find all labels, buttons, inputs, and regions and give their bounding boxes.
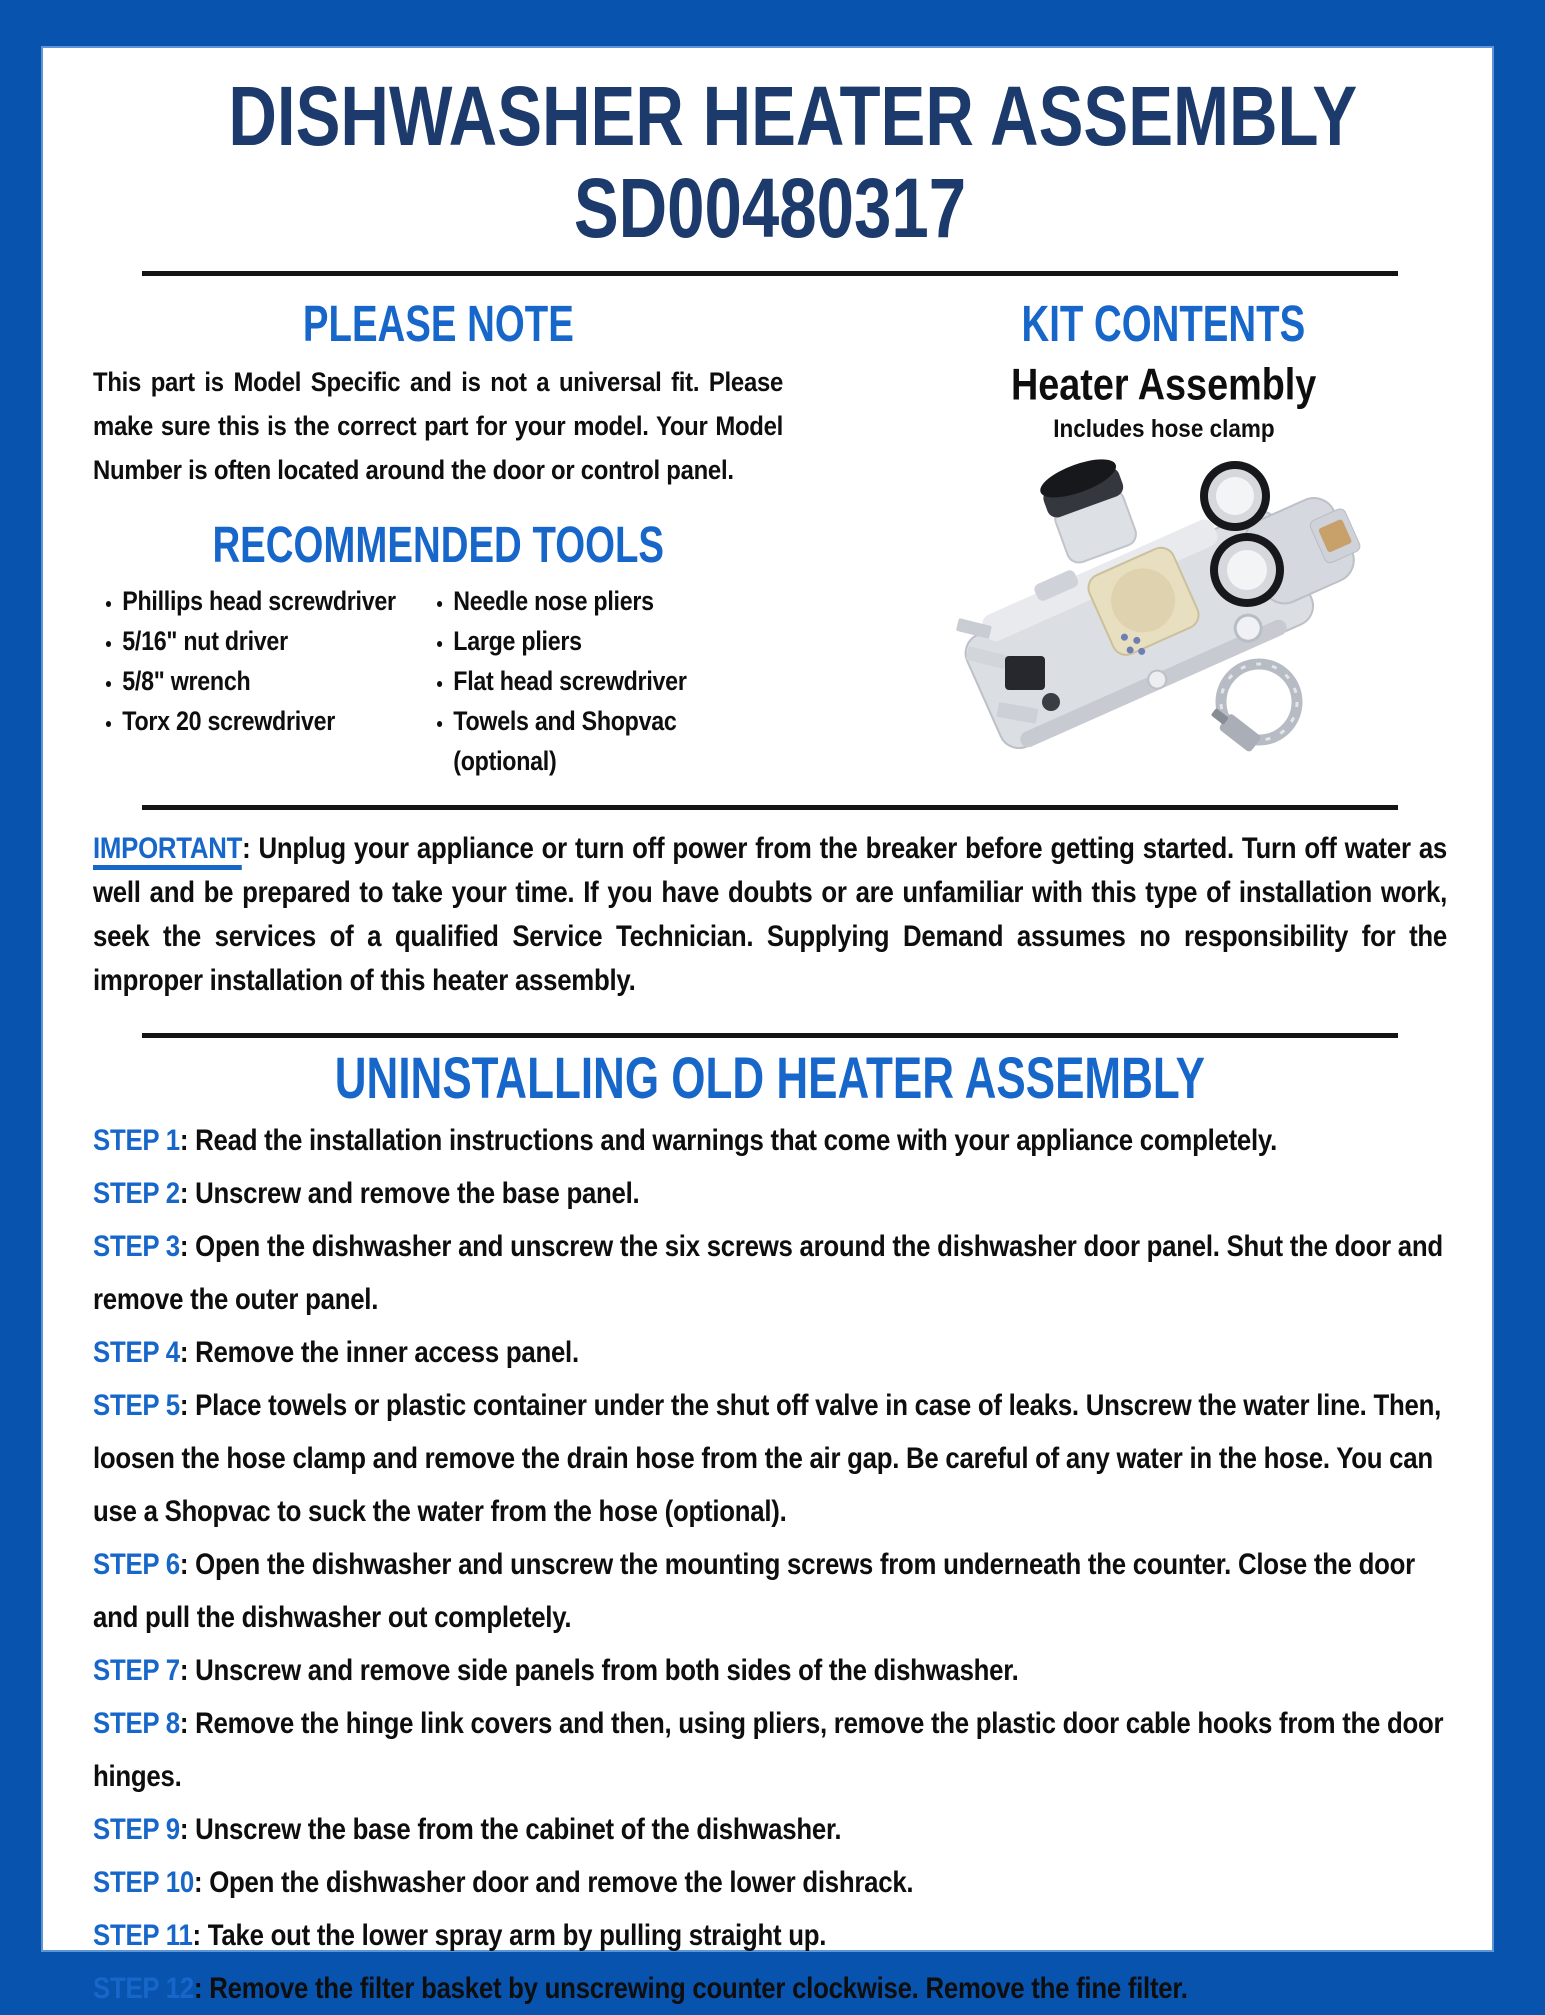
tool-item: • Large pliers xyxy=(453,621,783,661)
step-label: STEP 3 xyxy=(93,1230,180,1263)
tool-item: • Needle nose pliers xyxy=(453,581,783,621)
step-label: STEP 4 xyxy=(93,1336,180,1369)
document-page xyxy=(43,48,1492,2005)
please-note-column xyxy=(93,298,783,781)
step-text: : Unscrew and remove the base panel. xyxy=(179,1177,640,1210)
step-text: : Remove the hinge link covers and then, using pliers, remove the plastic door cable hooks from the door hinges. xyxy=(93,1707,1444,1793)
hose-clamp xyxy=(1207,664,1297,753)
divider-above-important xyxy=(142,805,1398,810)
step-item xyxy=(93,1803,1447,1856)
tool-item: • Phillips head screwdriver xyxy=(122,581,419,621)
please-note-paragraph: This part is Model Specific and is not a universal fit. Please make sure this is the correct part for your model. Your Model Number is often located around the door or control panel. xyxy=(93,367,784,485)
page-title xyxy=(93,70,1447,254)
step-text: : Remove the filter basket by unscrewing counter clockwise. Remove the fine filter. xyxy=(193,1972,1188,2005)
tool-item: • Flat head screwdriver xyxy=(453,661,783,701)
important-paragraph xyxy=(93,827,1447,1003)
step-item xyxy=(93,1379,1447,1538)
step-label: STEP 6 xyxy=(93,1548,180,1581)
step-label: STEP 9 xyxy=(93,1813,180,1846)
title-line-1: DISHWASHER HEATER ASSEMBLY xyxy=(228,69,1358,163)
step-label: STEP 1 xyxy=(93,1124,180,1157)
top-cap xyxy=(1035,452,1142,568)
step-item xyxy=(93,1326,1447,1379)
step-item xyxy=(93,1220,1447,1326)
two-column-section xyxy=(93,298,1447,781)
step-label: STEP 12 xyxy=(93,1972,194,2005)
tools-list-right xyxy=(419,581,783,781)
title-line-2: SD00480317 xyxy=(573,161,967,255)
step-item xyxy=(93,1538,1447,1644)
kit-note: Includes hose clamp xyxy=(1052,415,1275,443)
step-text: : Remove the inner access panel. xyxy=(179,1336,579,1369)
kit-subheading: Heater Assembly xyxy=(1010,359,1317,410)
step-label: STEP 7 xyxy=(93,1654,180,1687)
step-label: STEP 10 xyxy=(93,1866,194,1899)
tool-item: • 5/16" nut driver xyxy=(122,621,419,661)
model-specific-bold: Model Specific xyxy=(233,367,401,397)
step-item xyxy=(93,1644,1447,1697)
step-label: STEP 11 xyxy=(93,1919,193,1952)
step-label: STEP 5 xyxy=(93,1389,180,1422)
step-text: : Take out the lower spray arm by pulling straight up. xyxy=(192,1919,827,1952)
please-note-heading: PLEASE NOTE xyxy=(302,296,574,353)
step-item xyxy=(93,1909,1447,1962)
step-text: : Open the dishwasher door and remove the lower dishrack. xyxy=(193,1866,914,1899)
recommended-tools-heading: RECOMMENDED TOOLS xyxy=(212,517,664,574)
step-text: : Open the dishwasher and unscrew the mounting screws from underneath the counter. Close the door and pull the dishwasher out completely. xyxy=(93,1548,1415,1634)
uninstall-steps xyxy=(93,1114,1447,2015)
step-label: STEP 8 xyxy=(93,1707,180,1740)
step-text: : Unscrew the base from the cabinet of the dishwasher. xyxy=(179,1813,842,1846)
divider-below-important xyxy=(142,1033,1398,1038)
tool-item: • Towels and Shopvac (optional) xyxy=(453,701,783,781)
kit-contents-column xyxy=(880,298,1447,757)
tool-item: • 5/8" wrench xyxy=(122,661,419,701)
step-text: : Read the installation instructions and warnings that come with your appliance completely. xyxy=(179,1124,1278,1157)
step-item xyxy=(93,1114,1447,1167)
important-label: IMPORTANT xyxy=(93,832,242,870)
tools-lists xyxy=(93,581,783,781)
step-item xyxy=(93,1697,1447,1803)
step-item xyxy=(93,1856,1447,1909)
kit-contents-heading: KIT CONTENTS xyxy=(1021,296,1306,353)
step-item xyxy=(93,1167,1447,1220)
important-text: : Unplug your appliance or turn off power from the breaker before getting started. Turn off water as well and be prepared to take your time. If you have doubts or are unfamiliar with this type of installation work, seek the services of a qualified Service Technician. Supplying Demand assumes no responsibility for the improper installation of this heater assembly. xyxy=(93,832,1448,997)
tool-item: • Torx 20 screwdriver xyxy=(122,701,419,741)
not-bold: not xyxy=(490,367,527,397)
uninstall-heading: UNINSTALLING OLD HEATER ASSEMBLY xyxy=(334,1045,1206,1111)
step-item xyxy=(93,1962,1447,2015)
page-content xyxy=(43,48,1492,2015)
tools-list-left xyxy=(93,581,419,781)
step-text: : Open the dishwasher and unscrew the six screws around the dishwasher door panel. Shut the door and remove the outer panel. xyxy=(93,1230,1443,1316)
divider-under-title xyxy=(142,271,1398,276)
heater-assembly-photo xyxy=(929,450,1399,752)
step-label: STEP 2 xyxy=(93,1177,180,1210)
step-text: : Unscrew and remove side panels from both sides of the dishwasher. xyxy=(179,1654,1019,1687)
step-text: : Place towels or plastic container under the shut off valve in case of leaks. Unscrew the water line. Then, loosen the hose clamp and remove the drain hose from the air gap. Be careful of any water in the hose. You can use a Shopvac to suck the water from the hose (optional). xyxy=(93,1389,1441,1528)
